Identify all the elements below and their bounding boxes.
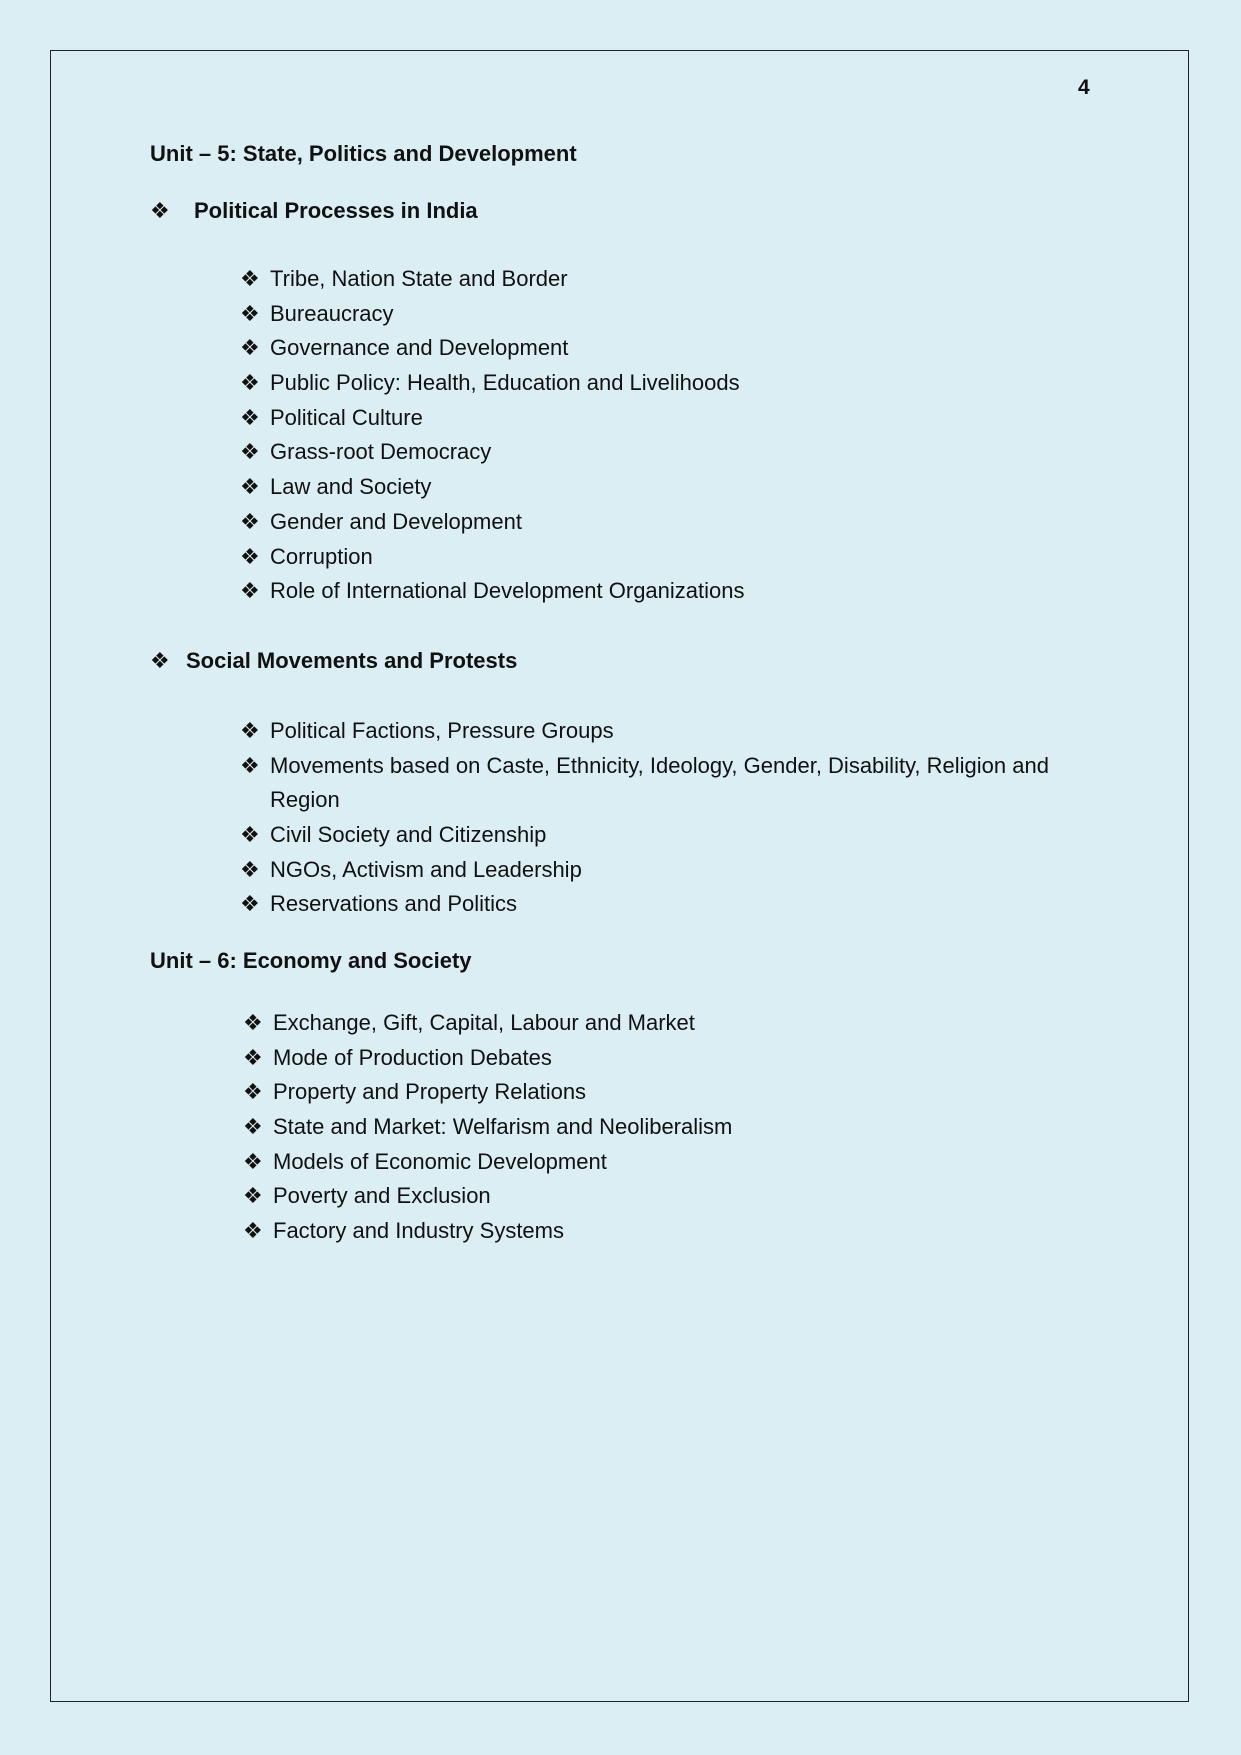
list-item: ❖ Property and Property Relations — [243, 1075, 1023, 1110]
diamond-bullet-icon: ❖ — [243, 1148, 263, 1174]
list-item: ❖ Poverty and Exclusion — [243, 1179, 1023, 1214]
list-item: ❖ Civil Society and Citizenship — [240, 818, 1060, 853]
diamond-bullet-icon: ❖ — [240, 752, 260, 778]
section-title: Social Movements and Protests — [186, 648, 518, 673]
diamond-bullet-icon: ❖ — [240, 335, 260, 361]
diamond-bullet-icon: ❖ — [243, 1218, 263, 1244]
diamond-bullet-icon: ❖ — [240, 822, 260, 848]
list-item: ❖ Political Factions, Pressure Groups — [240, 714, 1060, 749]
political-processes-list — [240, 262, 1020, 609]
list-item: ❖ Models of Economic Development — [243, 1145, 1023, 1180]
diamond-bullet-icon: ❖ — [243, 1010, 263, 1035]
diamond-bullet-icon: ❖ — [243, 1114, 263, 1140]
diamond-bullet-icon: ❖ — [243, 1044, 263, 1070]
list-item: ❖ Gender and Development — [240, 505, 1020, 540]
list-item: ❖ Governance and Development — [240, 331, 1020, 366]
diamond-bullet-icon: ❖ — [240, 856, 260, 882]
diamond-bullet-icon: ❖ — [243, 1183, 263, 1209]
list-item: ❖ Mode of Production Debates — [243, 1041, 1023, 1076]
list-item: ❖ Role of International Development Organizations — [240, 574, 1020, 609]
unit-5-heading: Unit – 5: State, Politics and Development — [150, 141, 577, 166]
section-heading-social-movements — [150, 648, 517, 674]
list-item: ❖ Tribe, Nation State and Border — [240, 262, 1020, 297]
diamond-bullet-icon: ❖ — [240, 718, 260, 743]
list-item: ❖ Public Policy: Health, Education and Livelihoods — [240, 366, 1020, 401]
diamond-bullet-icon: ❖ — [240, 543, 260, 569]
list-item: ❖ NGOs, Activism and Leadership — [240, 853, 1060, 888]
list-item: ❖ Law and Society — [240, 470, 1020, 505]
economy-society-list — [243, 1006, 1023, 1249]
list-item: ❖ Factory and Industry Systems — [243, 1214, 1023, 1249]
unit-6-heading: Unit – 6: Economy and Society — [150, 948, 472, 973]
list-item: ❖ State and Market: Welfarism and Neoliberalism — [243, 1110, 1023, 1145]
page-number: 4 — [1078, 76, 1090, 99]
diamond-bullet-icon: ❖ — [243, 1079, 263, 1105]
list-item: ❖ Exchange, Gift, Capital, Labour and Market — [243, 1006, 1023, 1041]
diamond-bullet-icon: ❖ — [240, 508, 260, 534]
diamond-bullet-icon: ❖ — [240, 474, 260, 500]
section-heading-political-processes — [150, 198, 478, 224]
diamond-bullet-icon: ❖ — [240, 439, 260, 465]
list-item: ❖ Movements based on Caste, Ethnicity, Ideology, Gender, Disability, Religion and Region — [240, 749, 1060, 818]
section-title: Political Processes in India — [194, 198, 478, 223]
list-item: ❖ Grass-root Democracy — [240, 435, 1020, 470]
list-item: ❖ Bureaucracy — [240, 297, 1020, 332]
diamond-bullet-icon: ❖ — [150, 198, 170, 223]
diamond-bullet-icon: ❖ — [150, 648, 170, 673]
diamond-bullet-icon: ❖ — [240, 404, 260, 430]
diamond-bullet-icon: ❖ — [240, 266, 260, 291]
list-item: ❖ Corruption — [240, 540, 1020, 575]
diamond-bullet-icon: ❖ — [240, 891, 260, 917]
diamond-bullet-icon: ❖ — [240, 578, 260, 604]
list-item: ❖ Reservations and Politics — [240, 887, 1060, 922]
list-item: ❖ Political Culture — [240, 401, 1020, 436]
diamond-bullet-icon: ❖ — [240, 300, 260, 326]
diamond-bullet-icon: ❖ — [240, 370, 260, 396]
social-movements-list — [240, 714, 1060, 922]
